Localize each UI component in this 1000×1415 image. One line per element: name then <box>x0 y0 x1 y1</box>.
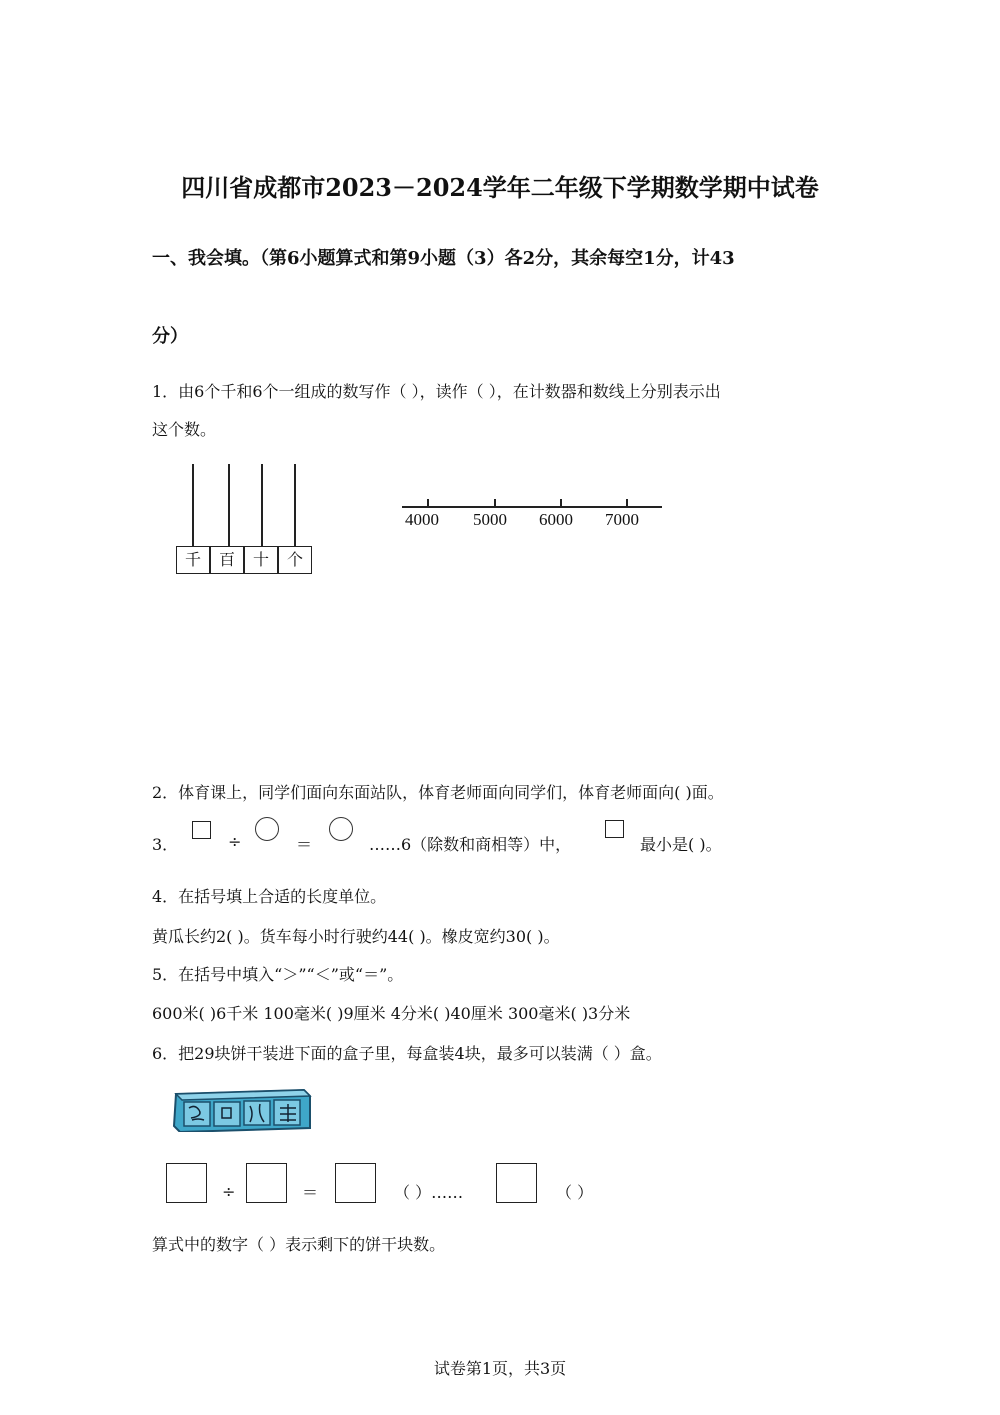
q6-box-divisor <box>246 1163 287 1203</box>
q6-line3: 算式中的数字（ ）表示剩下的饼干块数。 <box>152 1235 446 1254</box>
number-line-tick <box>560 499 562 507</box>
q1-line2: 这个数。 <box>152 420 217 439</box>
q3-equals-sign: ＝ <box>296 835 313 854</box>
abacus-rod-ones <box>294 464 296 546</box>
abacus-label-tens: 十 <box>244 546 278 574</box>
q3-prefix: 3． <box>152 835 179 854</box>
number-line-tick <box>626 499 628 507</box>
q3-dividend-square <box>192 821 211 839</box>
q3-divisor-circle <box>255 817 279 841</box>
q2-text: 2．体育课上，同学们面向东面站队，体育老师面向同学们，体育老师面向( )面。 <box>152 783 724 802</box>
q6-box-remainder <box>496 1163 537 1203</box>
number-line-label: 7000 <box>605 510 639 529</box>
q3-tail-text: 最小是( )。 <box>640 835 722 854</box>
abacus-rod-tens <box>261 464 263 546</box>
number-line-label: 5000 <box>473 510 507 529</box>
number-line-label: 4000 <box>405 510 439 529</box>
q5-line1: 5．在括号中填入“＞”“＜”或“＝”。 <box>152 965 404 984</box>
q6-equals-sign: ＝ <box>302 1183 319 1202</box>
q4-line2: 黄瓜长约2( )。货车每小时行驶约44( )。橡皮宽约30( )。 <box>152 927 560 946</box>
abacus-rod-thousands <box>192 464 194 546</box>
q3-answer-square <box>605 820 624 838</box>
number-line-axis <box>402 506 662 508</box>
q6-divide-sign: ÷ <box>222 1182 236 1201</box>
q6-remainder-unit: （ ） <box>556 1183 594 1202</box>
number-line-tick <box>494 499 496 507</box>
page-footer: 试卷第1页，共3页 <box>433 1359 567 1378</box>
biscuit-box-illustration <box>172 1088 312 1132</box>
q6-box-quotient <box>335 1163 376 1203</box>
q3-quotient-circle <box>329 817 353 841</box>
q1-line1: 1．由6个千和6个一组成的数写作（ ），读作（ ），在计数器和数线上分别表示出 <box>152 382 721 401</box>
page-title: 四川省成都市2023－2024学年二年级下学期数学期中试卷 <box>181 173 819 202</box>
number-line-label: 6000 <box>539 510 573 529</box>
q3-remainder-text: ……6（除数和商相等）中， <box>369 835 572 854</box>
q5-line2: 600米( )6千米 100毫米( )9厘米 4分米( )40厘米 300毫米( )3分米 <box>152 1004 631 1023</box>
abacus-label-hundreds: 百 <box>210 546 244 574</box>
number-line-tick <box>427 499 429 507</box>
abacus-label-thousands: 千 <box>176 546 210 574</box>
abacus-label-ones: 个 <box>278 546 312 574</box>
q6-line1: 6．把29块饼干装进下面的盒子里，每盒装4块，最多可以装满（ ）盒。 <box>152 1044 662 1063</box>
section-1-heading-line2: 分） <box>152 326 188 347</box>
abacus-rod-hundreds <box>228 464 230 546</box>
q4-line1: 4．在括号填上合适的长度单位。 <box>152 887 387 906</box>
q6-quotient-unit: （ ）…… <box>394 1183 464 1202</box>
q3-divide-sign: ÷ <box>228 832 242 851</box>
section-1-heading-line1: 一、我会填。（第6小题算式和第9小题（3）各2分，其余每空1分，计43 <box>152 248 735 269</box>
q6-box-dividend <box>166 1163 207 1203</box>
